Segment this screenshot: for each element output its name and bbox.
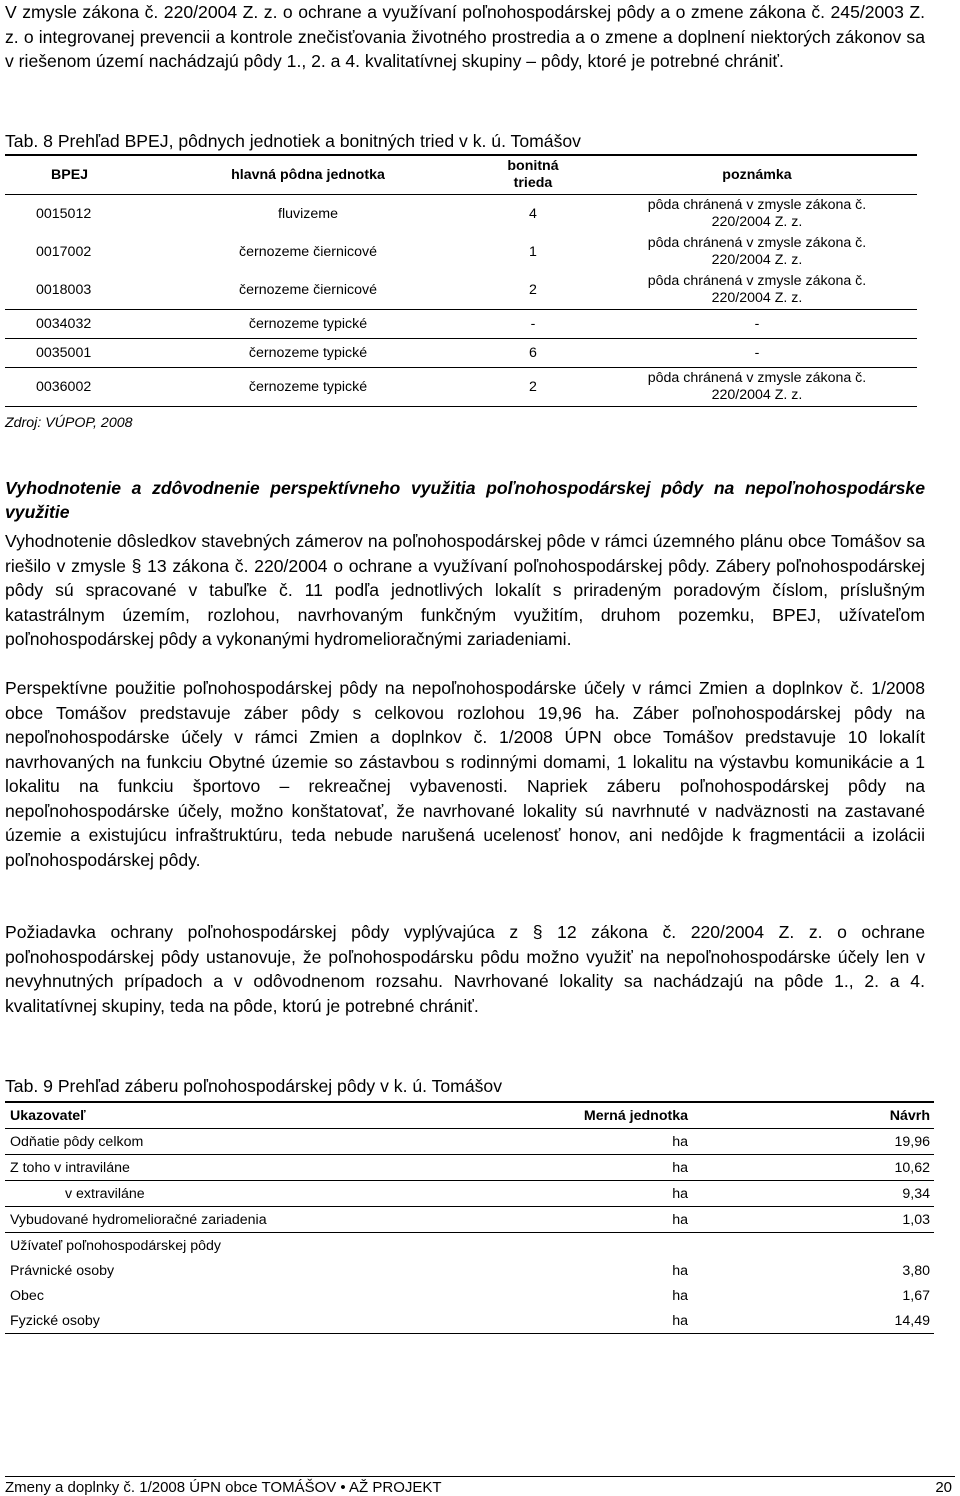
- cell-unit: černozeme typické: [248, 316, 368, 332]
- cell-value: 10,62: [894, 1160, 930, 1176]
- cell-bpej: 0017002: [36, 244, 92, 260]
- header-value: Návrh: [889, 1108, 930, 1124]
- cell-unit: ha: [672, 1212, 688, 1228]
- cell-unit: černozeme typické: [248, 379, 368, 395]
- cell-indicator: Užívateľ poľnohospodárskej pôdy: [10, 1238, 221, 1254]
- table8-caption: Tab. 8 Prehľad BPEJ, pôdnych jednotiek a bonitných tried v k. ú. Tomášov: [5, 131, 581, 151]
- header-note: poznámka: [722, 166, 792, 183]
- bpej-table: [5, 154, 917, 407]
- cell-bpej: 0015012: [36, 206, 92, 222]
- cell-note: pôda chránená v zmysle zákona č. 220/2004 Z. z.: [647, 235, 867, 268]
- table-row: [5, 1258, 934, 1283]
- cell-unit: černozeme čiernicové: [239, 282, 377, 298]
- table9-caption: Tab. 9 Prehľad záberu poľnohospodárskej pôdy v k. ú. Tomášov: [5, 1076, 502, 1096]
- page-footer: [5, 1476, 955, 1496]
- table-row: [5, 310, 917, 339]
- cell-indicator: Z toho v intraviláne: [10, 1160, 130, 1176]
- cell-unit: černozeme čiernicové: [239, 244, 377, 260]
- land-take-table: [5, 1101, 934, 1334]
- cell-bpej: 0036002: [36, 379, 92, 395]
- header-bpej: BPEJ: [51, 167, 89, 183]
- cell-indicator: v extraviláne: [65, 1186, 145, 1202]
- cell-unit: ha: [672, 1160, 688, 1176]
- table-header: [5, 154, 917, 195]
- table-row: [5, 1155, 934, 1181]
- cell-value: 19,96: [894, 1134, 930, 1150]
- table-row: [5, 1129, 934, 1155]
- cell-unit: ha: [672, 1263, 688, 1279]
- table-row: [5, 1181, 934, 1207]
- cell-indicator: Obec: [10, 1288, 44, 1304]
- cell-indicator: Odňatie pôdy celkom: [10, 1134, 144, 1150]
- cell-value: 9,34: [902, 1186, 930, 1202]
- header-unit: Merná jednotka: [583, 1108, 688, 1124]
- cell-indicator: Fyzické osoby: [10, 1313, 100, 1329]
- footer-title: Zmeny a doplnky č. 1/2008 ÚPN obce TOMÁŠOV • AŽ PROJEKT: [5, 1479, 442, 1496]
- paragraph-2: Perspektívne použitie poľnohospodárskej pôdy na nepoľnohospodárske účely v rámci Zmien a doplnkov č. 1/2008 obce Tomášov predstavuje záber pôdy s celkovou rozlohou 19,96 ha. Záber poľnohospodárskej pôdy na nepoľnohospodárske účely v rámci Zmien a doplnkov č. 1/2008 ÚPN obce Tomášov predstavuje 10 lokalít navrhovaných na funkciu Obytné územie so zástavbou s rodinnými domami, 1 lokalitu na výstavbu komunikácie a 1 lokalitu na funkciu športovo – rekreačnej vybavenosti. Napriek záberu poľnohospodárskej pôdy na nepoľnohospodárske účely, možno konštatovať, že navrhované lokality sú navrhnuté v nadväznosti na zastavané územie a existujúcu infraštruktúru, teda nebude narušená ucelenosť honov, ani nedôjde k fragmentácii a izolácii poľnohospodárskej pôdy.: [5, 678, 925, 870]
- cell-note: -: [754, 344, 760, 361]
- cell-class: 6: [529, 345, 537, 361]
- header-indicator: Ukazovateľ: [10, 1108, 86, 1124]
- header-class: bonitná trieda: [507, 158, 559, 191]
- table-header: [5, 1101, 934, 1129]
- cell-value: 1,03: [902, 1212, 930, 1228]
- table-row: [5, 195, 917, 233]
- table-row: [5, 368, 917, 407]
- table-row: [5, 271, 917, 310]
- cell-class: 1: [529, 244, 537, 260]
- cell-value: 3,80: [902, 1263, 930, 1279]
- table-row: [5, 1308, 934, 1334]
- cell-unit: ha: [672, 1288, 688, 1304]
- paragraph-1: Vyhodnotenie dôsledkov stavebných zámerov na poľnohospodárskej pôde v rámci územného plánu obce Tomášov sa riešilo v zmysle § 13 zákona č. 220/2004 o ochrane a využívaní poľnohospodárskej pôdy. Zábery poľnohospodárskej pôdy sú spracované v tabuľke č. 11 podľa jednotlivých lokalít s priradeným poradovým číslom, príslušným katastrálnym územím, rozlohou, navrhovaným funkčným využitím, druhom pozemku, BPEJ, užívateľom poľnohospodárskej pôdy a vykonanými hydromelioračnými zariadeniami.: [5, 531, 925, 649]
- cell-indicator: Právnické osoby: [10, 1263, 115, 1279]
- table-row: [5, 1207, 934, 1233]
- cell-note: pôda chránená v zmysle zákona č. 220/2004 Z. z.: [647, 273, 867, 306]
- intro-paragraph: V zmysle zákona č. 220/2004 Z. z. o ochrane a využívaní poľnohospodárskej pôdy a o zmene zákona č. 245/2003 Z. z. o integrovanej prevencii a kontrole znečisťovania životného prostredia a o zmene a doplnení niektorých zákonov sa v riešenom území nachádzajú pôdy 1., 2. a 4. kvalitatívnej skupiny – pôdy, ktoré je potrebné chrániť.: [5, 2, 925, 71]
- cell-class: 2: [529, 282, 537, 298]
- table-row: [5, 1233, 934, 1258]
- cell-unit: ha: [672, 1134, 688, 1150]
- cell-note: -: [754, 315, 760, 332]
- cell-bpej: 0034032: [36, 316, 92, 332]
- cell-note: pôda chránená v zmysle zákona č. 220/2004 Z. z.: [647, 197, 867, 230]
- cell-bpej: 0018003: [36, 282, 92, 298]
- cell-bpej: 0035001: [36, 345, 92, 361]
- table8-source: Zdroj: VÚPOP, 2008: [5, 415, 133, 431]
- cell-class: -: [530, 316, 536, 332]
- cell-class: 2: [529, 379, 537, 395]
- cell-unit: ha: [672, 1313, 688, 1329]
- paragraph-3: Požiadavka ochrany poľnohospodárskej pôdy vyplývajúca z § 12 zákona č. 220/2004 Z. z. o ochrane poľnohospodárskej pôdy ustanovuje, že poľnohospodársku pôdu možno využiť na nepoľnohospodárske účely len v nevyhnutných prípadoch a v odôvodnenom rozsahu. Navrhované lokality sa nachádzajú na pôde 1., 2. a 4. kvalitatívnej skupiny, teda na pôde, ktorú je potrebné chrániť.: [5, 922, 925, 1016]
- cell-class: 4: [529, 206, 537, 222]
- cell-unit: ha: [672, 1186, 688, 1202]
- cell-unit: černozeme typické: [248, 345, 368, 361]
- table-row: [5, 339, 917, 368]
- table-row: [5, 233, 917, 271]
- cell-unit: fluvizeme: [278, 206, 338, 222]
- section-heading: Vyhodnotenie a zdôvodnenie perspektívneho využitia poľnohospodárskej pôdy na nepoľnohospodárske využitie: [5, 478, 925, 522]
- cell-note: pôda chránená v zmysle zákona č. 220/2004 Z. z.: [647, 370, 867, 403]
- page-number: 20: [935, 1479, 952, 1496]
- table-row: [5, 1283, 934, 1308]
- cell-value: 1,67: [902, 1288, 930, 1304]
- header-unit: hlavná pôdna jednotka: [231, 167, 385, 183]
- cell-indicator: Vybudované hydromelioračné zariadenia: [10, 1212, 267, 1228]
- cell-value: 14,49: [894, 1313, 930, 1329]
